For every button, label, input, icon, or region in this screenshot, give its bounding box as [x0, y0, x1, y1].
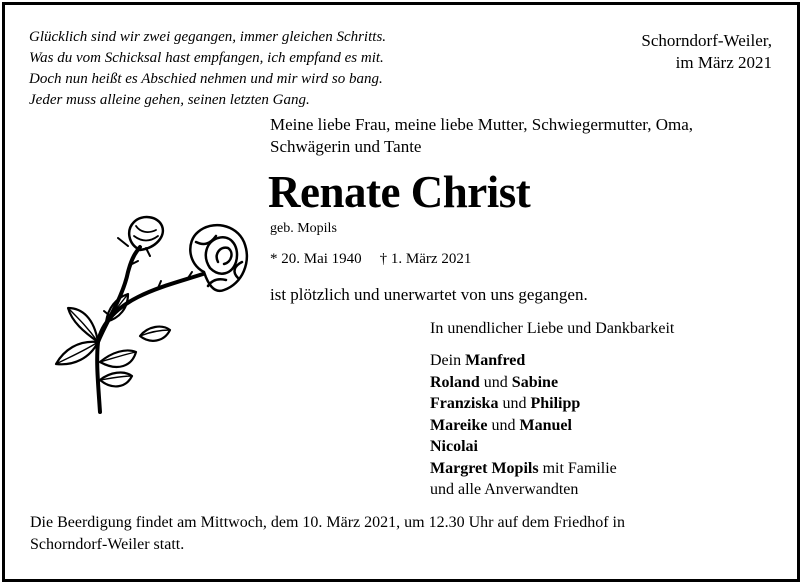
poem-line: Jeder muss alleine gehen, seinen letzten Gang. — [29, 92, 310, 108]
conjunction: und — [502, 395, 527, 412]
place-date — [641, 30, 772, 74]
death-date: † 1. März 2021 — [379, 251, 472, 267]
poem — [29, 27, 386, 111]
life-dates — [270, 249, 471, 269]
mourner-line: und alle Anverwandten — [430, 481, 579, 498]
intro-line-1: Meine liebe Frau, meine liebe Mutter, Schwiegermutter, Oma, — [270, 115, 694, 134]
mourner-suffix: mit Familie — [542, 459, 617, 477]
passed-text: ist plötzlich und unerwartet von uns gegangen. — [270, 285, 588, 304]
date: im März 2021 — [675, 53, 772, 72]
funeral-line-2: Schorndorf-Weiler statt. — [30, 535, 185, 553]
mourner-name: Roland — [430, 373, 480, 391]
poem-line: Doch nun heißt es Abschied nehmen und mir wird so bang. — [29, 71, 383, 87]
intro-text — [270, 114, 693, 158]
conjunction: und — [483, 373, 508, 391]
mourner-line — [430, 393, 617, 415]
maiden-name: geb. Mopils — [270, 221, 337, 236]
mourner-line — [430, 436, 617, 458]
mourners-list — [430, 350, 617, 501]
mourner-name: Nicolai — [430, 438, 478, 455]
rose-illustration-icon — [28, 212, 258, 417]
poem-line: Was du vom Schicksal hast empfangen, ich empfand es mit. — [29, 50, 384, 66]
mourner-name: Franziska — [430, 395, 499, 412]
place: Schorndorf-Weiler, — [641, 31, 772, 50]
funeral-line-1: Die Beerdigung findet am Mittwoch, dem 10. März 2021, um 12.30 Uhr auf dem Friedhof in — [30, 514, 625, 531]
conjunction: und — [491, 416, 516, 434]
mourner-name: Philipp — [530, 395, 581, 412]
mourner-name: Margret Mopils — [430, 459, 539, 477]
mourner-name: Manfred — [465, 352, 526, 369]
funeral-notice — [30, 512, 625, 555]
intro-line-2: Schwägerin und Tante — [270, 137, 422, 156]
mourner-line — [430, 372, 617, 394]
mourner-line — [430, 458, 617, 480]
mourner-name: Sabine — [511, 373, 559, 391]
mourner-line — [430, 350, 617, 372]
mourner-line — [430, 415, 617, 437]
mourner-prefix: Dein — [430, 352, 462, 369]
mourner-name: Mareike — [430, 416, 488, 434]
love-text: In unendlicher Liebe und Dankbarkeit — [430, 320, 675, 337]
mourner-name: Manuel — [519, 416, 572, 434]
birth-date: * 20. Mai 1940 — [270, 251, 362, 267]
poem-line: Glücklich sind wir zwei gegangen, immer gleichen Schritts. — [29, 29, 387, 45]
deceased-name: Renate Christ — [268, 167, 531, 217]
